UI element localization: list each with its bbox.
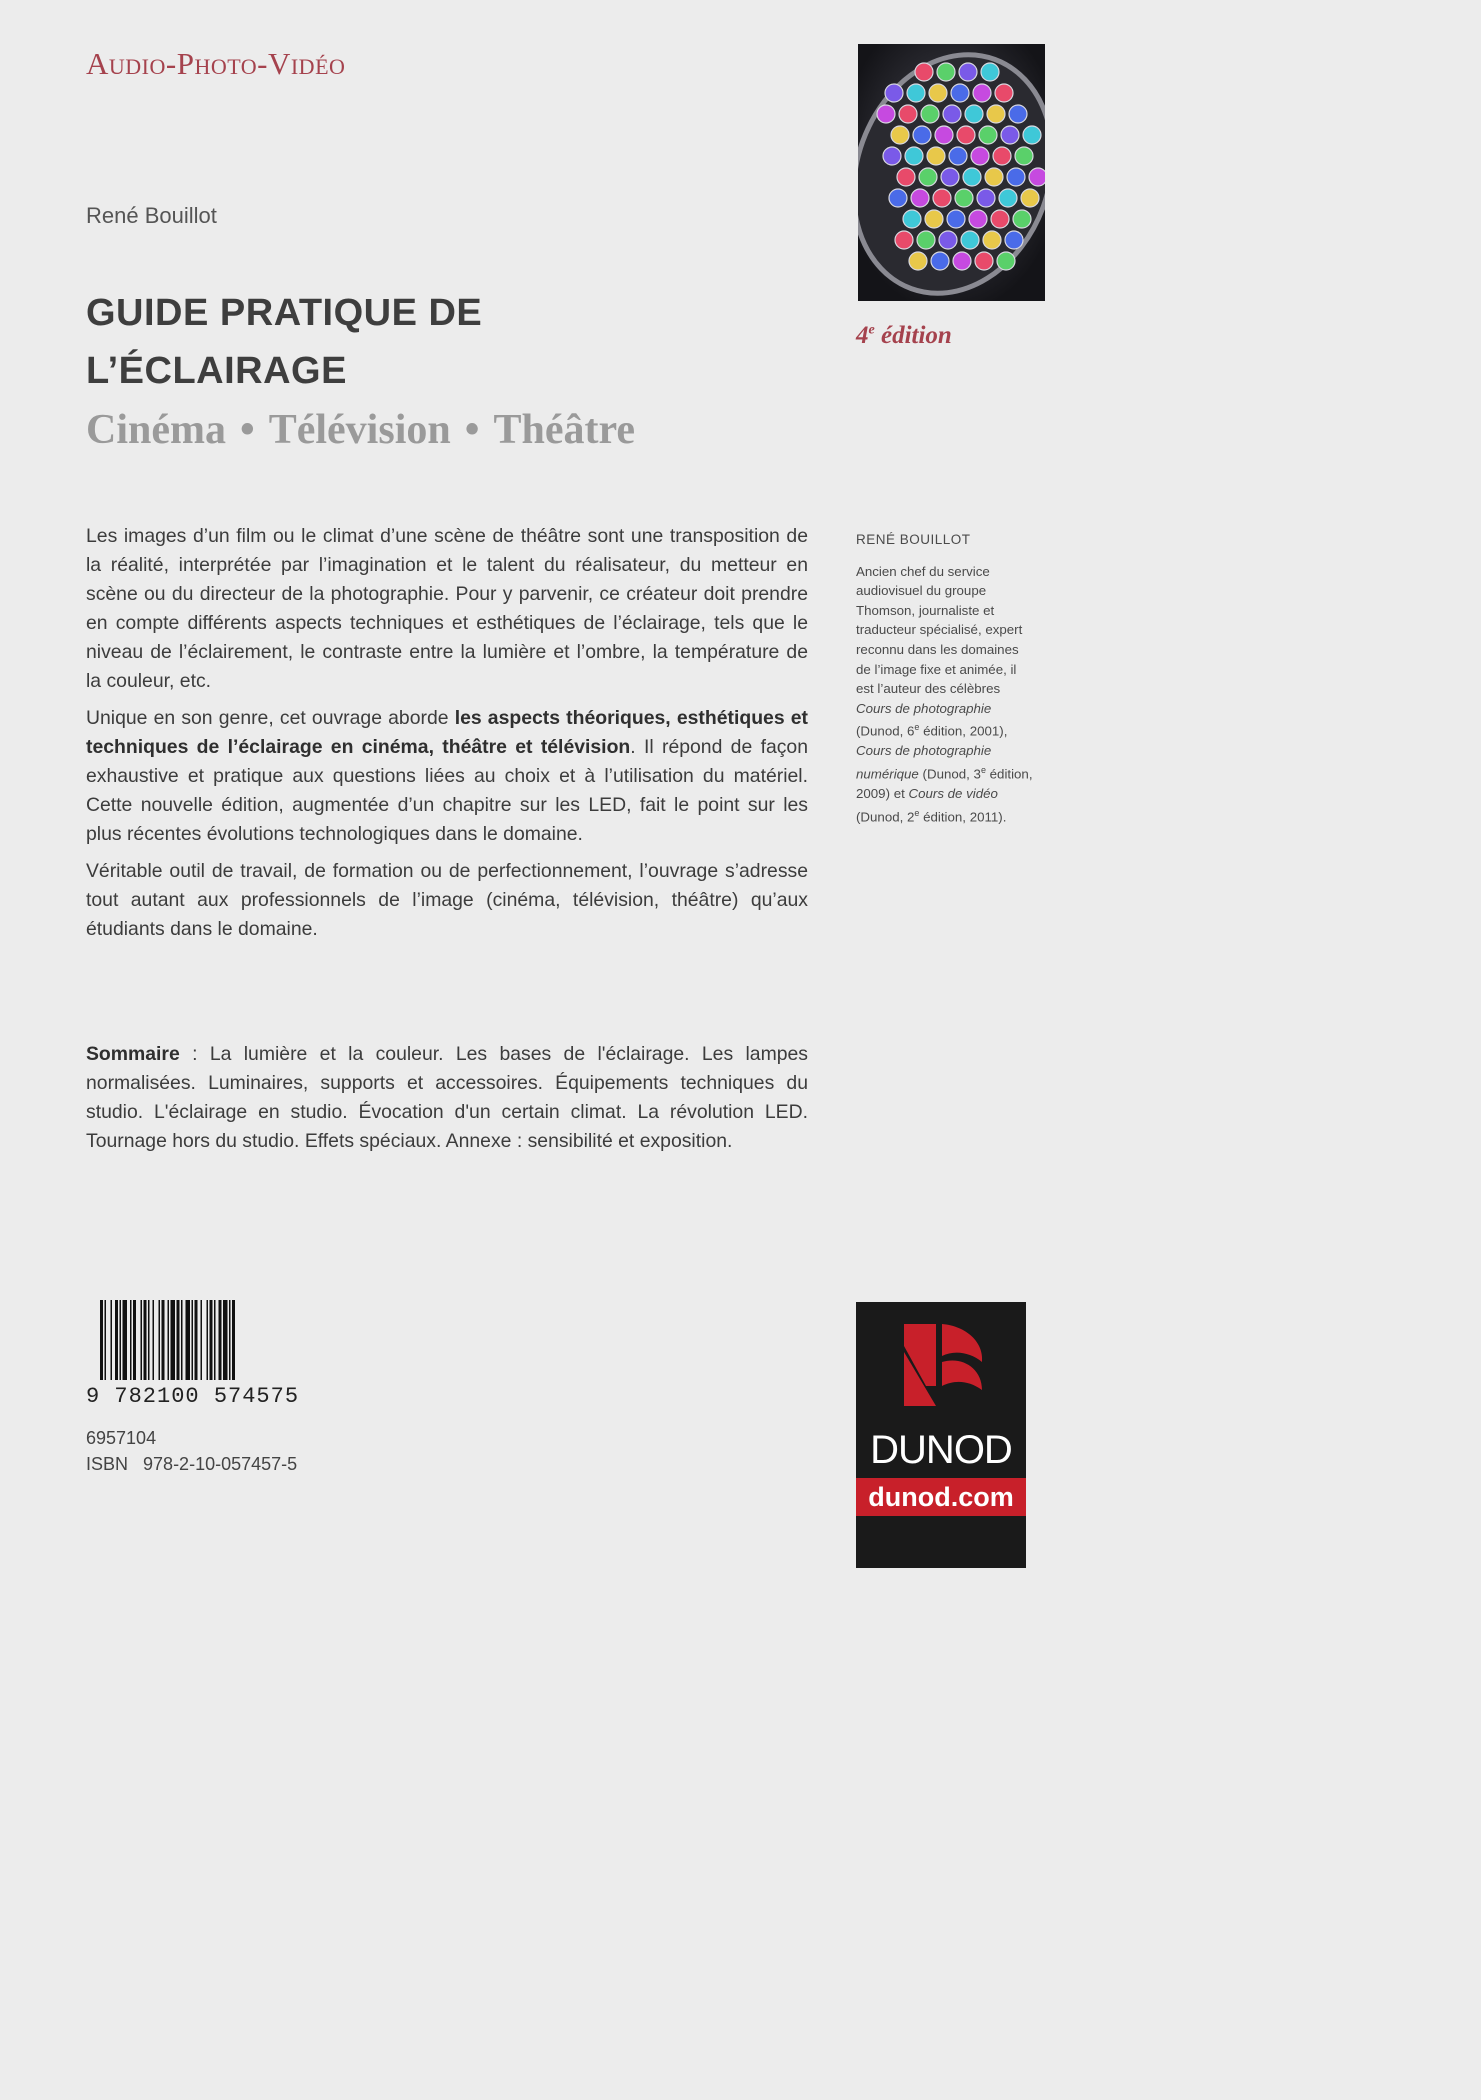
barcode-bar — [223, 1300, 228, 1380]
led-bulb — [987, 105, 1005, 123]
barcode-bar — [144, 1300, 147, 1380]
barcode-bar — [192, 1300, 194, 1380]
led-bulb — [957, 126, 975, 144]
dunod-logo-icon — [896, 1316, 990, 1426]
table-of-contents-summary: Sommaire : La lumière et la couleur. Les bases de l'éclairage. Les lampes normalisées. Luminaires, supports et accessoires. Équipements techniques du studio. L'éclairage en studio. Évocation d'un certain climat. La révolution LED. Tournage hors du studio. Effets spéciaux. Annexe : sensibilité et exposition. — [86, 1043, 808, 1152]
barcode-bar — [181, 1300, 183, 1380]
back-cover-description — [86, 522, 808, 952]
book-subtitle — [86, 406, 635, 454]
bio-author-name: RENÉ BOUILLOT — [856, 532, 971, 547]
led-bulb — [891, 126, 909, 144]
led-bulb — [975, 252, 993, 270]
barcode-bar — [195, 1300, 198, 1380]
led-bulb — [1013, 210, 1031, 228]
led-bulb — [909, 252, 927, 270]
led-bulb — [985, 168, 1003, 186]
led-bulb — [1005, 231, 1023, 249]
barcode-bar — [232, 1300, 235, 1380]
led-bulb — [1029, 168, 1045, 186]
led-bulb — [897, 168, 915, 186]
led-bulb — [955, 189, 973, 207]
barcode-bar — [201, 1300, 203, 1380]
barcode-bar — [148, 1300, 150, 1380]
led-bulb — [983, 231, 1001, 249]
barcode-bar — [115, 1300, 118, 1380]
led-bulb — [995, 84, 1013, 102]
led-bulb — [935, 126, 953, 144]
led-bulb — [927, 147, 945, 165]
barcode-bar — [159, 1300, 161, 1380]
series-name: Audio-Photo-Vidéo — [86, 46, 346, 81]
isbn-number: ISBN 978-2-10-057457-5 — [86, 1454, 298, 1474]
author-bio — [856, 530, 1034, 827]
led-bulb — [971, 147, 989, 165]
led-bulb — [937, 63, 955, 81]
led-bulb — [941, 168, 959, 186]
led-panel-illustration — [858, 44, 1045, 301]
barcode-bar — [207, 1300, 209, 1380]
barcode-bar — [100, 1300, 103, 1380]
led-bulb — [1021, 189, 1039, 207]
led-bulb — [973, 84, 991, 102]
bio-text: Ancien chef du service audiovisuel du groupe Thomson, journaliste et traducteur spécialisé, expert reconnu dans les domaines de l’image fixe et animée, il est l’auteur des célèbres Cours de photographie (Dunod, 6e édition, 2001), Cours de photographie numérique (Dunod, 3e édition, 2009) et Cours de vidéo (Dunod, 2e édition, 2011). — [856, 563, 1033, 824]
led-bulb — [921, 105, 939, 123]
led-bulb — [965, 105, 983, 123]
subtitle-theatre: Théâtre — [493, 407, 635, 453]
subtitle-cinema: Cinéma — [86, 407, 226, 453]
led-bulb — [925, 210, 943, 228]
barcode-bar — [214, 1300, 216, 1380]
led-bulb — [939, 231, 957, 249]
barcode-bar — [130, 1300, 132, 1380]
edition-label: 4e édition — [856, 322, 952, 349]
led-bulb — [883, 147, 901, 165]
led-bulb — [963, 168, 981, 186]
barcode-bar — [120, 1300, 122, 1380]
led-bulb — [951, 84, 969, 102]
barcode-bar — [219, 1300, 222, 1380]
subtitle-separator: • — [464, 407, 480, 453]
barcode-bar — [229, 1300, 231, 1380]
barcode-bar — [162, 1300, 165, 1380]
led-bulb — [903, 210, 921, 228]
description-paragraph: Unique en son genre, cet ouvrage aborde les aspects théoriques, esthétiques et techniques de l’éclairage en cinéma, théâtre et télévision. Il répond de façon exhaustive et pratique aux questions liées au choix et à l’utilisation du matériel. Cette nouvelle édition, augmentée d’un chapitre sur les LED, fait le point sur les plus récentes évolutions technologiques dans le domaine. — [86, 707, 809, 845]
description-paragraph: Les images d’un film ou le climat d’une scène de théâtre sont une transposition de la réalité, interprétée par l’imagination et le talent du réalisateur, du metteur en scène ou du directeur de la photographie. Pour y parvenir, ce créateur doit prendre en compte différents aspects techniques et esthétiques de l’éclairage, tels que le niveau de l’éclairement, le contraste entre la lumière et l’ombre, la température de la couleur, etc. — [86, 525, 808, 692]
led-bulb — [959, 63, 977, 81]
led-bulb — [929, 84, 947, 102]
led-bulb — [915, 63, 933, 81]
author-name: René Bouillot — [86, 203, 217, 228]
led-bulb — [981, 63, 999, 81]
led-bulb — [991, 210, 1009, 228]
led-bulb — [947, 210, 965, 228]
book-title-line1: GUIDE PRATIQUE DE — [86, 292, 483, 334]
barcode-bar — [186, 1300, 191, 1380]
led-bulb — [911, 189, 929, 207]
led-bulb — [943, 105, 961, 123]
led-bulb — [931, 252, 949, 270]
barcode-bar — [111, 1300, 113, 1380]
led-bulb — [949, 147, 967, 165]
publisher-logo — [856, 1302, 1026, 1568]
barcode-bar — [168, 1300, 170, 1380]
led-bulb — [1015, 147, 1033, 165]
led-bulb — [1023, 126, 1041, 144]
barcode-bar — [171, 1300, 176, 1380]
led-bulb — [953, 252, 971, 270]
barcode-digits: 9 782100 574575 — [86, 1384, 300, 1409]
led-bulb — [993, 147, 1011, 165]
barcode-bar — [123, 1300, 128, 1380]
led-bulb — [933, 189, 951, 207]
led-bulb — [905, 147, 923, 165]
publisher-url: dunod.com — [868, 1482, 1014, 1512]
led-bulb — [885, 84, 903, 102]
description-paragraph: Véritable outil de travail, de formation ou de perfectionnement, l’ouvrage s’adresse tout autant aux professionnels de l’image (cinéma, télévision, théâtre) qu’aux étudiants dans le domaine. — [86, 860, 808, 940]
led-bulb — [917, 231, 935, 249]
publisher-name: DUNOD — [870, 1428, 1012, 1472]
book-title-line2: L’ÉCLAIRAGE — [86, 350, 347, 392]
led-bulb — [1009, 105, 1027, 123]
led-bulb — [907, 84, 925, 102]
led-bulb — [913, 126, 931, 144]
cover-photo-led-light — [858, 44, 1045, 301]
barcode-bar — [210, 1300, 213, 1380]
barcode-bar — [177, 1300, 180, 1380]
led-bulb — [895, 231, 913, 249]
led-bulb — [999, 189, 1017, 207]
led-bulb — [899, 105, 917, 123]
subtitle-separator: • — [240, 407, 255, 453]
led-bulb — [997, 252, 1015, 270]
led-bulb — [969, 210, 987, 228]
led-bulb — [1001, 126, 1019, 144]
led-bulb — [979, 126, 997, 144]
led-bulb — [977, 189, 995, 207]
led-bulb — [889, 189, 907, 207]
barcode-bar — [133, 1300, 136, 1380]
barcode-bar — [105, 1300, 107, 1380]
led-bulb — [919, 168, 937, 186]
reference-code: 6957104 — [86, 1428, 157, 1448]
barcode-bar — [141, 1300, 143, 1380]
led-bulb — [961, 231, 979, 249]
barcode-bar — [153, 1300, 155, 1380]
subtitle-television: Télévision — [268, 407, 451, 453]
led-bulb — [1007, 168, 1025, 186]
led-bulb — [877, 105, 895, 123]
